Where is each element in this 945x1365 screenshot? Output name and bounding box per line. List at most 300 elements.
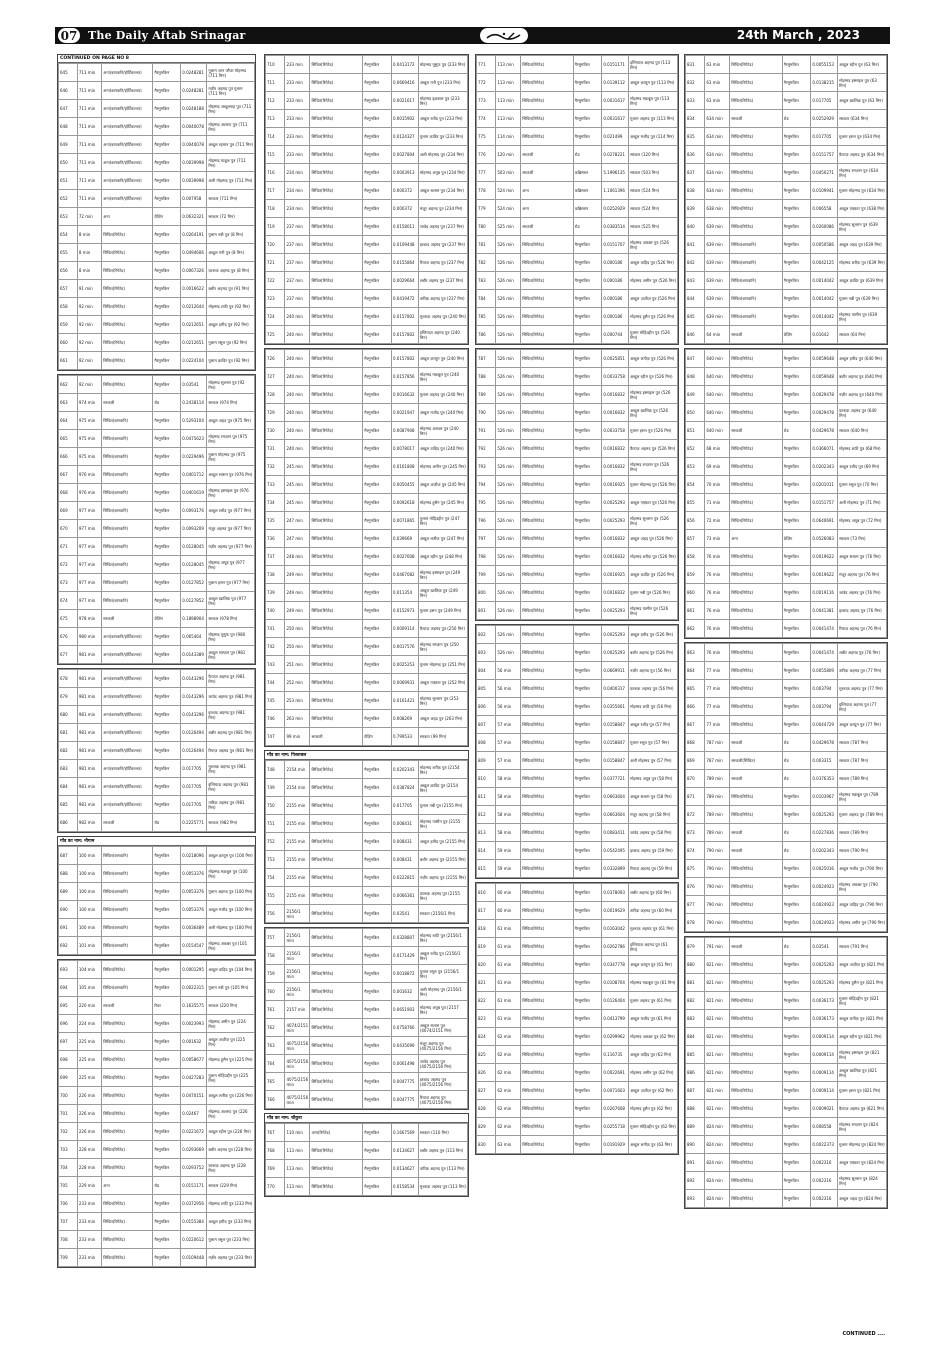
serial-number-cell: 699 [59,1069,78,1087]
owner-cell: अब्दुल ग़फ़्फ़ार पुत्र (981 मिन) [207,646,255,664]
khasra-number-cell: 58 min [496,788,521,806]
share-cell: 0.0017576 [391,638,418,656]
land-class-cell: गैरमुमकिन [153,937,181,955]
table-row [686,110,887,128]
serial-number-cell: 869 [686,752,705,770]
share-cell: 0.0127852 [181,592,207,610]
serial-number-cell: 779 [477,200,496,218]
serial-number-cell: 786 [477,326,496,344]
table-row [266,887,468,905]
land-class-cell: गैरमुमकिन [782,164,811,182]
table-row [59,154,255,172]
serial-number-cell: 720 [266,236,285,254]
khasra-number-cell: 73 min [705,530,730,548]
share-cell: 0.0124327 [391,128,418,146]
land-type-cell: सिंचित(रिगेटेड) [521,974,574,992]
khasra-number-cell: 240 min [285,404,310,422]
owner-cell: नज़ीर अहमद पुत्र (233 मिन) [207,1249,255,1267]
table-row [477,290,678,308]
serial-number-cell: 811 [477,788,496,806]
khasra-number-cell: 526 min [496,422,521,440]
land-class-cell: गैरमुमकिन [363,602,392,620]
land-type-cell: सिंचित(रिगेटेड) [310,236,363,254]
serial-number-cell: 659 [59,316,78,334]
owner-cell: ग़ुलाम मोहम्मद पुत्र (526 मिन) [629,476,678,494]
share-cell: 0.0093209 [181,520,207,538]
khasra-number-cell: 526 min [496,458,521,476]
table-row [59,1123,255,1141]
khasra-number-cell: 711 min [77,118,101,136]
owner-cell: ग़ुलाम क़ादिर पुत्र (233 मिन) [418,128,467,146]
land-type-cell: सिंचित(रिगेटेड) [730,680,783,698]
owner-cell: अब्दुल वाहिद पुत्र (104 मिन) [207,961,255,979]
land-type-cell: सिंचित(रिगेटेड) [310,797,363,815]
land-class-cell: गैरमुमकिन [573,74,602,92]
land-type-cell: सिंचित(रिगेटेड) [521,494,574,512]
owner-cell: मोहम्मद यासीन पुत्र (639 मिन) [838,308,887,326]
land-class-cell: गैरमुमकिन [153,412,181,430]
land-class-cell: गैरमुमकिन [782,512,811,530]
share-cell: 0.0033758 [602,368,629,386]
share-cell: 0.0022373 [811,1136,838,1154]
land-records-table [58,846,255,955]
land-type-cell: सिंचित(रिगेटेड) [730,458,783,476]
khasra-number-cell: 526 min [496,326,521,344]
land-type-cell: सिंचित(रिगेटेड) [730,350,783,368]
land-class-cell: गैरमुमकिन [363,110,392,128]
share-cell: 0.0143296 [181,670,207,688]
table-row [59,394,255,412]
table-row [686,1010,887,1028]
share-cell: 0.0128045 [181,556,207,574]
land-type-cell: सिंचित(रिगेटेड) [310,656,363,674]
share-cell: 0.0021617 [391,92,418,110]
land-class-cell: गैरमुमकिन [153,778,181,796]
share-cell: 0.0025293 [811,806,838,824]
owner-cell: अब्दुल मजीद पुत्र (100 मिन) [207,901,255,919]
share-cell: 0.017705 [811,92,838,110]
khasra-number-cell: 245 min [285,476,310,494]
serial-number-cell: 877 [686,896,705,914]
owner-cell: अली मोहम्मद पुत्र (2156/1 मिन) [418,983,467,1001]
land-type-cell: सरकारी [102,394,153,412]
serial-number-cell: 827 [477,1082,496,1100]
owner-cell: अब्दुल लतीफ़ पुत्र (821 मिन) [838,1010,887,1028]
land-class-cell: गैरमुमकिन [782,1136,811,1154]
serial-number-cell: 847 [686,350,705,368]
serial-number-cell: 800 [477,584,496,602]
serial-number-cell: 761 [266,1001,285,1019]
khasra-number-cell: 2156/1 min [285,905,310,923]
land-type-cell: सिंचित(रिगेटेड) [310,905,363,923]
serial-number-cell: 765 [266,1073,285,1091]
khasra-number-cell: 2156/1 min [285,965,310,983]
land-class-cell: ग्रेज़िंग [363,728,392,746]
serial-number-cell: 657 [59,280,78,298]
land-class-cell: गैरमुमकिन [782,146,811,164]
land-class-cell: रोड [153,394,181,412]
land-class-cell: गैरमुमकिन [363,692,392,710]
land-type-cell: सिंचित(रिगेटेड) [310,404,363,422]
serial-number-cell: 754 [266,869,285,887]
table-row [59,466,255,484]
serial-number-cell: 750 [266,797,285,815]
land-type-cell: सिंचित(रिगेटेड) [730,56,783,74]
serial-number-cell: 724 [266,308,285,326]
share-cell: 0.0248188 [181,100,207,118]
table-row [477,1046,678,1064]
khasra-number-cell: 526 min [496,548,521,566]
share-cell: 0.0143296 [181,688,207,706]
share-cell: 0.0299962 [602,1028,629,1046]
owner-cell: अब्दुल क़य्यूम पुत्र (113 मिन) [629,74,678,92]
share-cell: 0.0039998 [181,172,207,190]
land-class-cell: गैरमुमकिन [573,386,602,404]
serial-number-cell: 684 [59,778,78,796]
owner-cell: ग़ुलाम मोहिउद्दीन पुत्र (62 मिन) [629,1118,678,1136]
land-class-cell: गैरमुमकिन [363,869,392,887]
share-cell: 0.0016632 [391,386,418,404]
land-type-cell: सिंचित(रिगेटेड) [521,698,574,716]
land-type-cell: सिंचित(रिगेटेड) [102,376,153,394]
serial-number-cell: 730 [266,422,285,440]
serial-number-cell: 745 [266,692,285,710]
share-cell: 0.0071865 [391,512,418,530]
land-type-cell: सिंचित(बागवानि) [102,466,153,484]
serial-number-cell: 881 [686,974,705,992]
table-row [59,592,255,610]
land-type-cell: सिंचित(रिगेटेड) [521,128,574,146]
table-row [59,1015,255,1033]
table-row [59,1177,255,1195]
land-class-cell: गैरमुमकिन [782,860,811,878]
table-row [266,869,468,887]
khasra-number-cell: 62 min [496,1064,521,1082]
share-cell: 0.0157802 [391,326,418,344]
table-row [266,476,468,494]
serial-number-cell: 738 [266,566,285,584]
land-type-cell: अन्य(बागवानि/हॉर्टिकल्चर) [102,82,153,100]
serial-number-cell: 691 [59,919,78,937]
serial-number-cell: 712 [266,92,285,110]
khasra-number-cell: 526 min [496,440,521,458]
table-row [477,92,678,110]
land-class-cell: रोड [573,146,602,164]
table-row [59,538,255,556]
khasra-number-cell: 76 min [705,584,730,602]
khasra-number-cell: 790 min [705,878,730,896]
land-type-cell: सिंचित(रिगेटेड) [102,1141,153,1159]
land-class-cell: गैरमुमकिन [573,254,602,272]
land-type-cell: सिंचित(रिगेटेड) [102,298,153,316]
serial-number-cell: 819 [477,938,496,956]
khasra-number-cell: 233 min [77,1213,101,1231]
owner-cell: फ़ारूक़ अहमद पुत्र (56 मिन) [629,680,678,698]
serial-number-cell: 706 [59,1195,78,1213]
column-3 [475,54,679,1158]
table-row [686,200,887,218]
owner-cell: मोहम्मद इस्माइल पुत्र (63 मिन) [838,74,887,92]
serial-number-cell: 670 [59,520,78,538]
serial-number-cell: 757 [266,929,285,947]
table-row [477,956,678,974]
land-class-cell: गैरमुमकिन [153,919,181,937]
khasra-number-cell: 2156/1 min [285,983,310,1001]
khasra-number-cell: 77 min [705,662,730,680]
land-class-cell: गैरमुमकिन [153,244,181,262]
table-row [266,929,468,947]
land-type-cell: सिंचित(रिगेटेड) [310,92,363,110]
serial-number-cell: 692 [59,937,78,955]
land-type-cell: सिंचित(रिगेटेड) [310,74,363,92]
land-class-cell: गैरमुमकिन [782,476,811,494]
owner-cell: मोहम्मद अमीन पुत्र (224 मिन) [207,1015,255,1033]
land-class-cell: गैरमुमकिन [573,110,602,128]
khasra-number-cell: 975 min [77,412,101,430]
share-cell: 0.0475623 [181,430,207,448]
land-class-cell: गैरमुमकिन [782,1064,811,1082]
land-type-cell: सिंचित(रिगेटेड) [102,1015,153,1033]
table-row [266,779,468,797]
land-class-cell: गैरमुमकिन [363,1037,392,1055]
table-row [686,1046,887,1064]
khasra-number-cell: 975 min [77,430,101,448]
khasra-number-cell: 789 min [705,806,730,824]
khasra-number-cell: 240 min [285,368,310,386]
land-type-cell: सिंचित(रिगेटेड) [102,1195,153,1213]
serial-number-cell: 769 [266,1160,285,1178]
table-row [477,602,678,620]
share-cell: 0.0400317 [602,680,629,698]
khasra-number-cell: 59 min [496,842,521,860]
land-type-cell: सिंचित(रिगेटेड) [521,422,574,440]
land-type-cell: सिंचित(रिगेटेड) [310,350,363,368]
table-row [266,236,468,254]
serial-number-cell: 887 [686,1082,705,1100]
land-class-cell: गैरमुमकिन [153,190,181,208]
serial-number-cell: 704 [59,1159,78,1177]
land-type-cell: सिंचित(रिगेटेड) [730,1118,783,1136]
land-records-table [265,55,468,344]
land-class-cell: गैरमुमकिन [153,1249,181,1267]
owner-cell: फ़ैयाज़ अहमद पुत्र (821 मिन) [838,1100,887,1118]
land-records-table [265,349,468,746]
share-cell: 0.017705 [391,797,418,815]
land-type-cell: सिंचित(रिगेटेड) [730,914,783,932]
land-type-cell: सरकारी [730,770,783,788]
table-row [266,692,468,710]
share-cell: 0.0041381 [811,602,838,620]
share-cell: 0.0151171 [602,56,629,74]
khasra-number-cell: 4074/2151 min [285,1019,310,1037]
table-row [266,674,468,692]
share-cell: 0.0014042 [811,308,838,326]
share-cell: 0.0161421 [391,692,418,710]
share-cell: 0.0019622 [811,548,838,566]
land-class-cell: गैरमुमकिन [153,847,181,865]
land-class-cell: गैरमुमकिन [363,1091,392,1109]
land-class-cell: गैरमुमकिन [573,1136,602,1154]
table-row [686,620,887,638]
khasra-number-cell: 76 min [705,620,730,638]
table-row [59,778,255,796]
table-row [686,974,887,992]
share-cell: 0.0016832 [602,404,629,422]
owner-cell: अब्दुल रशीद पुत्र (69 मिन) [838,458,887,476]
table-row [59,1087,255,1105]
owner-cell: मोहम्मद इस्माइल पुत्र (526 मिन) [629,386,678,404]
land-class-cell: गैरमुमकिन [363,236,392,254]
share-cell: 0.0387824 [391,779,418,797]
land-class-cell: गैरमुमकिन [782,1190,811,1208]
share-cell: 0.017705 [811,128,838,146]
owner-cell: सरकार (110 मिन) [418,1124,467,1142]
land-class-cell: गैरमुमकिन [153,1105,181,1123]
serial-number-cell: 682 [59,742,78,760]
khasra-number-cell: 634 min [705,128,730,146]
khasra-number-cell: 787 min [705,734,730,752]
land-type-cell: सिंचित(रिगेटेड) [521,512,574,530]
table-row [59,706,255,724]
land-class-cell: गैरमुमकिन [363,404,392,422]
table-row [59,997,255,1015]
khasra-number-cell: 113 min [285,1142,310,1160]
land-class-cell: गैरमुमकिन [363,1124,392,1142]
land-type-cell: सिंचित(रिगेटेड) [310,458,363,476]
table-row [477,236,678,254]
share-cell: 0.0429678 [811,422,838,440]
land-type-cell: सिंचित(रिगेटेड) [310,761,363,779]
land-type-cell: सिंचित(रिगेटेड) [310,1055,363,1073]
land-type-cell: सिंचित(रिगेटेड) [102,1159,153,1177]
owner-cell: इरशाद अहमद पुत्र (59 मिन) [629,842,678,860]
land-class-cell: गैरमुमकिन [573,1118,602,1136]
table-row [686,1118,887,1136]
land-class-cell: गैरमुमकिन [153,556,181,574]
land-class-cell: गैरमुमकिन [153,298,181,316]
land-type-cell: सिंचित(रिगेटेड) [521,884,574,902]
land-class-cell: गैरमुमकिन [782,956,811,974]
land-class-cell: गैरमुमकिन [573,734,602,752]
khasra-number-cell: 240 min [285,386,310,404]
serial-number-cell: 702 [59,1123,78,1141]
khasra-number-cell: 981 min [77,706,101,724]
land-type-cell: सिंचित(रिगेटेड) [730,1046,783,1064]
table-row [686,584,887,602]
serial-number-cell: 859 [686,566,705,584]
khasra-number-cell: 4075/2156 min [285,1055,310,1073]
table-row [686,1190,887,1208]
land-type-cell: सिंचित(रिगेटेड) [310,200,363,218]
owner-cell: सरकार (634 मिन) [838,110,887,128]
table-row [686,914,887,932]
owner-cell: मोहम्मद शफी पुत्र (92 मिन) [207,298,255,316]
owner-cell: मोहम्मद हुसैन पुत्र (62 मिन) [629,1100,678,1118]
land-type-cell: सिंचित(बागवानि) [102,865,153,883]
serial-number-cell: 794 [477,476,496,494]
land-type-cell: सिंचित(रिगेटेड) [730,1172,783,1190]
land-type-cell: सिंचित(रिगेटेड) [310,584,363,602]
issue-date: 24th March , 2023 [736,28,860,42]
owner-cell: सरकार (790 मिन) [838,842,887,860]
table-row [266,1142,468,1160]
table-row [686,992,887,1010]
owner-cell: मोहम्मद अशरफ पुत्र (711 मिन) [207,118,255,136]
serial-number-cell: 806 [477,698,496,716]
owner-cell: मोहम्मद रमज़ान पुत्र (250 मिन) [418,638,467,656]
share-cell: 0.0143389 [181,646,207,664]
land-class-cell: गैरमुमकिन [573,548,602,566]
share-cell: 0.0024923 [811,878,838,896]
land-class-cell: गैरमुमकिन [363,1160,392,1178]
khasra-number-cell: 789 min [705,788,730,806]
land-class-cell: गैरमुमकिन [363,797,392,815]
land-class-cell: गैरमुमकिन [153,1141,181,1159]
land-class-cell: गैरमुमकिन [153,796,181,814]
serial-number-cell: 852 [686,440,705,458]
land-type-cell: सरकारी [730,842,783,860]
table-row [477,788,678,806]
owner-cell: जावेद अहमद पुत्र (4075/2156 मिन) [418,1055,467,1073]
serial-number-cell: 735 [266,512,285,530]
serial-number-cell: 693 [59,961,78,979]
table-row [477,884,678,902]
land-class-cell: गैरमुमकिन [363,1073,392,1091]
land-class-cell: गैरमुमकिन [153,1015,181,1033]
land-class-cell: गैरमुमकिन [153,760,181,778]
khasra-number-cell: 57 min [496,716,521,734]
share-cell: 0.0016622 [181,280,207,298]
table-row [686,386,887,404]
serial-number-cell: 803 [477,644,496,662]
table-row [477,920,678,938]
table-row [477,566,678,584]
serial-number-cell: 798 [477,548,496,566]
table-row [266,200,468,218]
owner-cell: अब्दुल ग़फ़्फ़ार पुत्र (824 मिन) [838,1154,887,1172]
land-type-cell: सिंचित(बागवानि) [102,919,153,937]
table-row [266,638,468,656]
land-type-cell: सिंचित(रिगेटेड) [521,1064,574,1082]
share-cell: 0.000186 [602,254,629,272]
share-cell: 0.002316 [811,1190,838,1208]
serial-number-cell: 746 [266,710,285,728]
land-type-cell: सिंचित(रिगेटेड) [730,896,783,914]
serial-number-cell: 768 [266,1142,285,1160]
share-cell: 0.0047775 [391,1091,418,1109]
khasra-number-cell: 639 min [705,272,730,290]
table-row [59,1213,255,1231]
khasra-number-cell: 526 min [496,236,521,254]
land-records-table [685,349,887,638]
share-cell: 0.0025293 [602,644,629,662]
share-cell: 0.0651903 [391,1001,418,1019]
share-cell: 0.0212651 [181,334,207,352]
serial-number-cell: 888 [686,1100,705,1118]
land-class-cell: गैरमुमकिन [782,914,811,932]
owner-cell: जावेद अहमद पुत्र (58 मिन) [629,824,678,842]
land-type-cell: सिंचित(रिगेटेड) [102,1033,153,1051]
khasra-number-cell: 249 min [285,566,310,584]
serial-number-cell: 733 [266,476,285,494]
land-class-cell: गैरमुमकिन [782,806,811,824]
land-type-cell: सिंचित(रिगेटेड) [310,128,363,146]
serial-number-cell: 674 [59,592,78,610]
serial-number-cell: 832 [686,74,705,92]
khasra-number-cell: 8 min [77,262,101,280]
land-class-cell: रोड [782,824,811,842]
owner-cell: ग़ुलाम मोहिउद्दीन पुत्र (247 मिन) [418,512,467,530]
